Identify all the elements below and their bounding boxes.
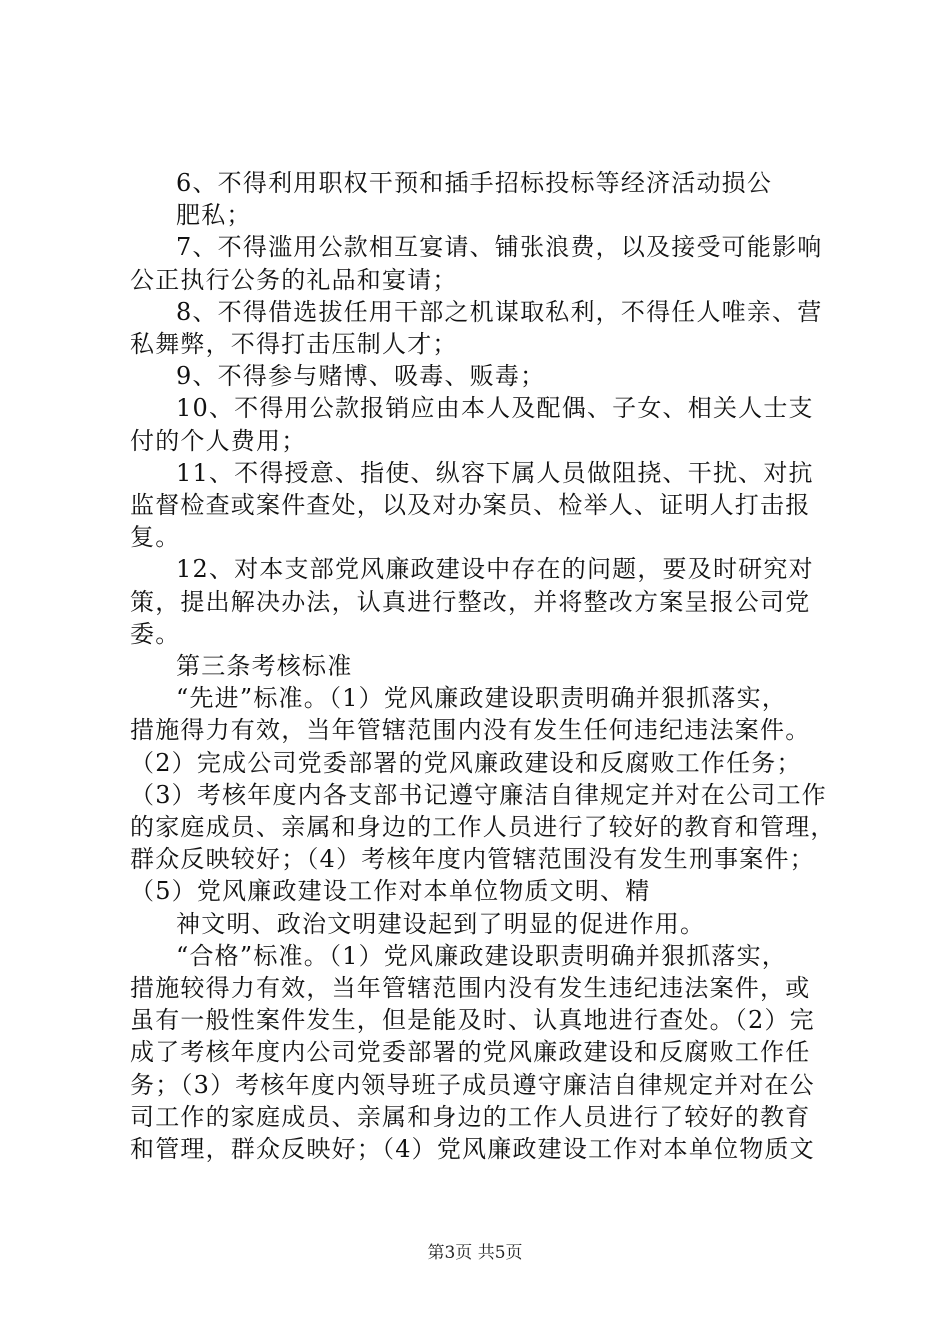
text-line: 司工作的家庭成员、亲属和身边的工作人员进行了较好的教育 — [130, 1103, 811, 1131]
text-line: 神文明、政治文明建设起到了明显的促进作用。 — [176, 910, 706, 938]
text-line: 监督检查或案件查处，以及对办案员、检举人、证明人打击报 — [130, 491, 811, 519]
text-line: （3）考核年度内各支部书记遵守廉洁自律规定并对在公司工作 — [130, 781, 827, 809]
text-line: 私舞弊，不得打击压制人才； — [130, 330, 458, 358]
text-line: 8、不得借选拔任用干部之机谋取私利，不得任人唯亲、营 — [176, 298, 823, 326]
text-line: 9、不得参与赌博、吸毒、贩毒； — [176, 362, 546, 390]
text-line: 群众反映较好；（4）考核年度内管辖范围没有发生刑事案件； — [130, 845, 815, 873]
section-heading: 第三条考核标准 — [176, 652, 353, 680]
page-number-footer: 第3页 共5页 — [427, 1243, 523, 1263]
text-line: 策，提出解决办法，认真进行整改，并将整改方案呈报公司党 — [130, 588, 811, 616]
text-line: 10、不得用公款报销应由本人及配偶、子女、相关人士支 — [176, 394, 814, 422]
text-line: “先进”标准。（1）党风廉政建设职责明确并狠抓落实， — [176, 684, 788, 712]
text-line: 务；（3）考核年度内领导班子成员遵守廉洁自律规定并对在公 — [130, 1071, 815, 1099]
text-line: 11、不得授意、指使、纵容下属人员做阻挠、干扰、对抗 — [176, 459, 814, 487]
text-line: 虽有一般性案件发生，但是能及时、认真地进行查处。（2）完 — [130, 1006, 815, 1034]
text-line: 复。 — [130, 523, 181, 551]
text-line: 7、不得滥用公款相互宴请、铺张浪费，以及接受可能影响 — [176, 233, 823, 261]
text-line: 肥私； — [176, 201, 252, 229]
text-line: （5）党风廉政建设工作对本单位物质文明、精 — [130, 877, 651, 905]
text-line: 委。 — [130, 620, 181, 648]
text-line: 公正执行公务的礼品和宴请； — [130, 266, 458, 294]
text-line: “合格”标准。（1）党风廉政建设职责明确并狠抓落实， — [176, 942, 788, 970]
text-line: （2）完成公司党委部署的党风廉政建设和反腐败工作任务； — [130, 749, 802, 777]
text-line: 和管理，群众反映好；（4）党风廉政建设工作对本单位物质文 — [130, 1135, 815, 1163]
text-line: 12、对本支部党风廉政建设中存在的问题，要及时研究对 — [176, 555, 814, 583]
text-line: 付的个人费用； — [130, 427, 307, 455]
text-line: 措施较得力有效，当年管辖范围内没有发生违纪违法案件，或 — [130, 974, 811, 1002]
text-line: 措施得力有效，当年管辖范围内没有发生任何违纪违法案件。 — [130, 716, 811, 744]
text-line: 成了考核年度内公司党委部署的党风廉政建设和反腐败工作任 — [130, 1038, 811, 1066]
text-line: 6、不得利用职权干预和插手招标投标等经济活动损公 — [176, 169, 773, 197]
text-line: 的家庭成员、亲属和身边的工作人员进行了较好的教育和管理， — [130, 813, 836, 841]
